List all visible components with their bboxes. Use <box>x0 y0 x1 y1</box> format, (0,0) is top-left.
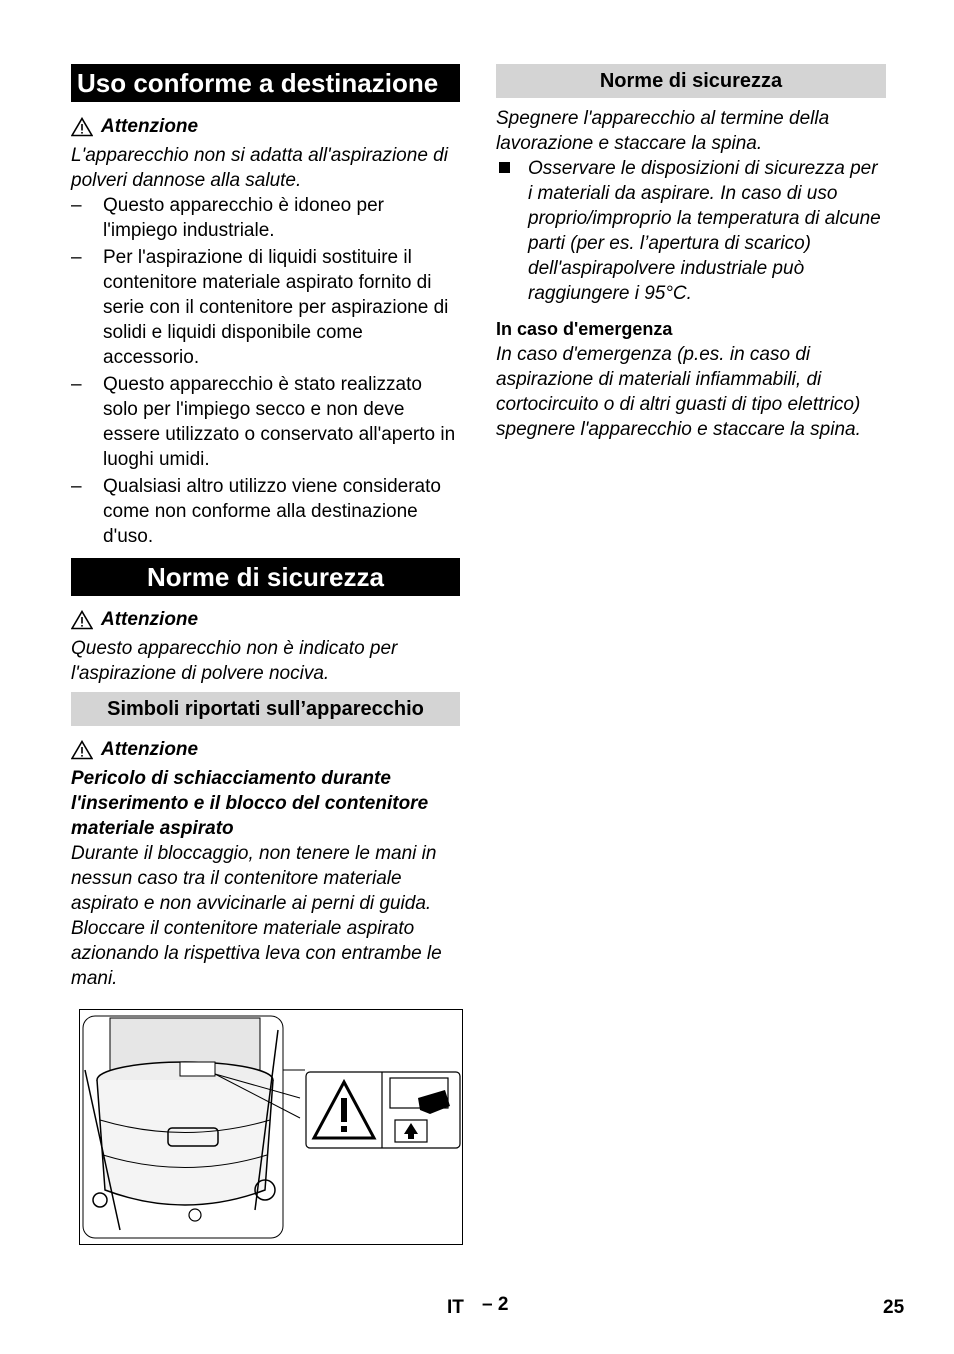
emergency-text: In caso d'emergenza (p.es. in caso di aspirazione di materiali infiammabili, di cortocircuito o di altri guasti di tipo elettrico) spegnere l'apparecchio e staccare la spina. <box>496 344 861 440</box>
crush-hazard-title: Pericolo di schiacciamento durante l'inserimento e il blocco del contenitore materiale aspirato <box>71 768 429 839</box>
section-title-safety: Norme di sicurezza <box>71 558 460 596</box>
page-number: 25 <box>883 1297 905 1318</box>
emergency-heading: In caso d'emergenza <box>496 319 673 339</box>
usage-list <box>71 193 460 549</box>
intro-text: Spegnere l'apparecchio al termine della lavorazione e staccare la spina. <box>496 108 830 154</box>
list-item: – Qualsiasi altro utilizzo viene considerato come non conforme alla destinazione d'uso. <box>71 476 441 547</box>
warning-heading <box>71 607 460 632</box>
warning-heading <box>71 737 460 762</box>
list-item: – Questo apparecchio è stato realizzato solo per l'impiego secco e non deve essere utilizzato o conservato all'aperto in luoghi umidi. <box>71 374 456 470</box>
warning-label: Attenzione <box>101 116 199 137</box>
section-title-intended-use: Uso conforme a destinazione <box>71 64 460 102</box>
list-item: – Questo apparecchio è idoneo per l'impiego industriale. <box>71 195 384 241</box>
warning-text: L'apparecchio non si adatta all'aspirazione di polveri dannose alla salute. <box>71 145 448 191</box>
warning-triangle-icon <box>71 740 93 760</box>
warning-triangle-icon <box>71 610 93 630</box>
subsection-title-symbols: Simboli riportati sull’apparecchio <box>71 692 460 726</box>
list-item: – Per l'aspirazione di liquidi sostituire il contenitore materiale aspirato fornito di serie con il contenitore per aspirazione di solidi e liquidi disponibile come accessorio. <box>71 247 449 368</box>
device-symbol-figure <box>79 1009 463 1245</box>
section-title-safety-rules: Norme di sicurezza <box>496 64 886 98</box>
warning-label: Attenzione <box>101 609 199 630</box>
vacuum-container-illustration <box>80 1010 462 1244</box>
crush-hazard-text: Durante il bloccaggio, non tenere le mani in nessun caso tra il contenitore materiale aspirato e non avvicinarle ai perni di guida. Bloccare il contenitore materiale aspirato azionando la rispettiva leva con entrambe le mani. <box>71 843 442 989</box>
list-item: Osservare le disposizioni di sicurezza per i materiali da aspirare. In caso di uso proprio/improprio la temperatura di alcune parti (per es. l’apertura di scarico) dell'aspirapolvere industriale può raggiungere i 95°C. <box>496 156 886 306</box>
warning-label: Attenzione <box>101 739 199 760</box>
square-bullet-icon <box>499 162 510 173</box>
footer-language: IT <box>447 1297 464 1318</box>
warning-text: Questo apparecchio non è indicato per l'aspirazione di polvere nociva. <box>71 638 398 684</box>
safety-bullet-list <box>496 156 886 306</box>
footer-sub-page: – 2 <box>482 1294 509 1315</box>
warning-heading <box>71 114 460 139</box>
warning-triangle-icon <box>71 117 93 137</box>
